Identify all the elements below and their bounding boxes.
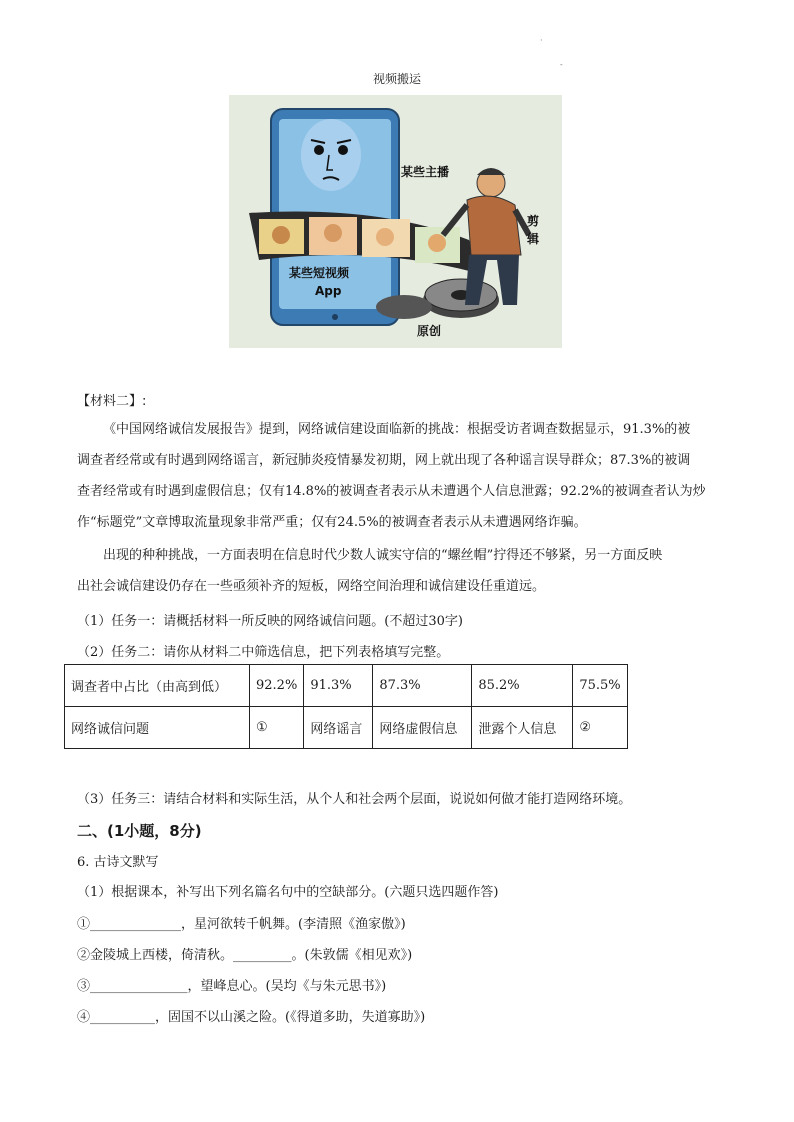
label-app-2: App <box>315 284 342 298</box>
table-cell: 网络虚假信息 <box>373 707 472 749</box>
poem-blank-1: ①______________，星河欲转千帆舞。(李清照《渔家傲》) <box>77 917 406 932</box>
label-cut-2: 辑 <box>527 232 540 246</box>
label-anchor: 某些主播 <box>401 165 450 179</box>
question-6-instruction: （1）根据课本，补写出下列名篇名句中的空缺部分。(六题只选四题作答) <box>77 885 499 900</box>
paragraph-line: 出社会诚信建设仍存在一些亟须补齐的短板，网络空间治理和诚信建设任重道远。 <box>77 579 546 594</box>
poem-blank-2: ②金陵城上西楼，倚清秋。_________。(朱敦儒《相见欢》) <box>77 948 413 963</box>
paragraph-line: 查者经常或有时遇到虚假信息；仅有14.8%的被调查者表示从未遭遇个人信息泄露；92.2%的被调查者认为炒 <box>77 484 706 499</box>
table-row <box>65 707 628 749</box>
table-cell: ② <box>573 707 627 749</box>
material2-title: 【材料二】: <box>77 394 147 409</box>
info-table <box>64 664 628 749</box>
table-cell: 泄露个人信息 <box>472 707 573 749</box>
table-cell: 91.3% <box>304 665 373 707</box>
task-3: （3）任务三：请结合材料和实际生活，从个人和社会两个层面，说说如何做才能打造网络环境。 <box>77 792 632 807</box>
label-app-1: 某些短视频 <box>289 266 350 280</box>
table-cell: 75.5% <box>573 665 627 707</box>
table-cell: 网络谣言 <box>304 707 373 749</box>
poem-blank-3: ③_______________，望峰息心。(吴均《与朱元思书》) <box>77 979 387 994</box>
paragraph-line: 出现的种种挑战，一方面表明在信息时代少数人诚实守信的“螺丝帽”拧得还不够紧，另一方面反映 <box>103 548 663 563</box>
label-cut-1: 剪 <box>527 214 540 228</box>
cartoon-illustration <box>229 95 562 348</box>
table-row <box>65 665 628 707</box>
table-cell: 92.2% <box>250 665 304 707</box>
scan-mark: · <box>540 36 543 45</box>
table-cell: ① <box>250 707 304 749</box>
section-2-heading: 二、(1小题，8分) <box>77 822 202 840</box>
table-cell: 网络诚信问题 <box>65 707 250 749</box>
poem-blank-4: ④__________，固国不以山溪之险。(《得道多助，失道寡助》) <box>77 1010 426 1025</box>
paragraph-line: 《中国网络诚信发展报告》提到，网络诚信建设面临新的挑战：根据受访者调查数据显示，91.3%的被 <box>103 422 691 437</box>
label-original: 原创 <box>417 324 442 338</box>
paragraph-line: 作“标题党”文章博取流量现象非常严重；仅有24.5%的被调查者表示从未遭遇网络诈骗。 <box>77 515 587 530</box>
paragraph-line: 调查者经常或有时遇到网络谣言，新冠肺炎疫情暴发初期，网上就出现了各种谣言误导群众；87.3%的被调 <box>77 453 691 468</box>
image-caption: 视频搬运 <box>372 72 421 86</box>
table-cell: 调查者中占比（由高到低） <box>65 665 250 707</box>
material2-paragraph-2 <box>77 540 717 602</box>
scan-mark: - <box>560 60 563 69</box>
task-1: （1）任务一：请概括材料一所反映的网络诚信问题。(不超过30字) <box>77 614 463 629</box>
task-2: （2）任务二：请你从材料二中筛选信息，把下列表格填写完整。 <box>77 645 450 660</box>
table-cell: 87.3% <box>373 665 472 707</box>
table-cell: 85.2% <box>472 665 573 707</box>
question-6-title: 6. 古诗文默写 <box>77 855 159 870</box>
material2-paragraph-1 <box>77 414 717 538</box>
